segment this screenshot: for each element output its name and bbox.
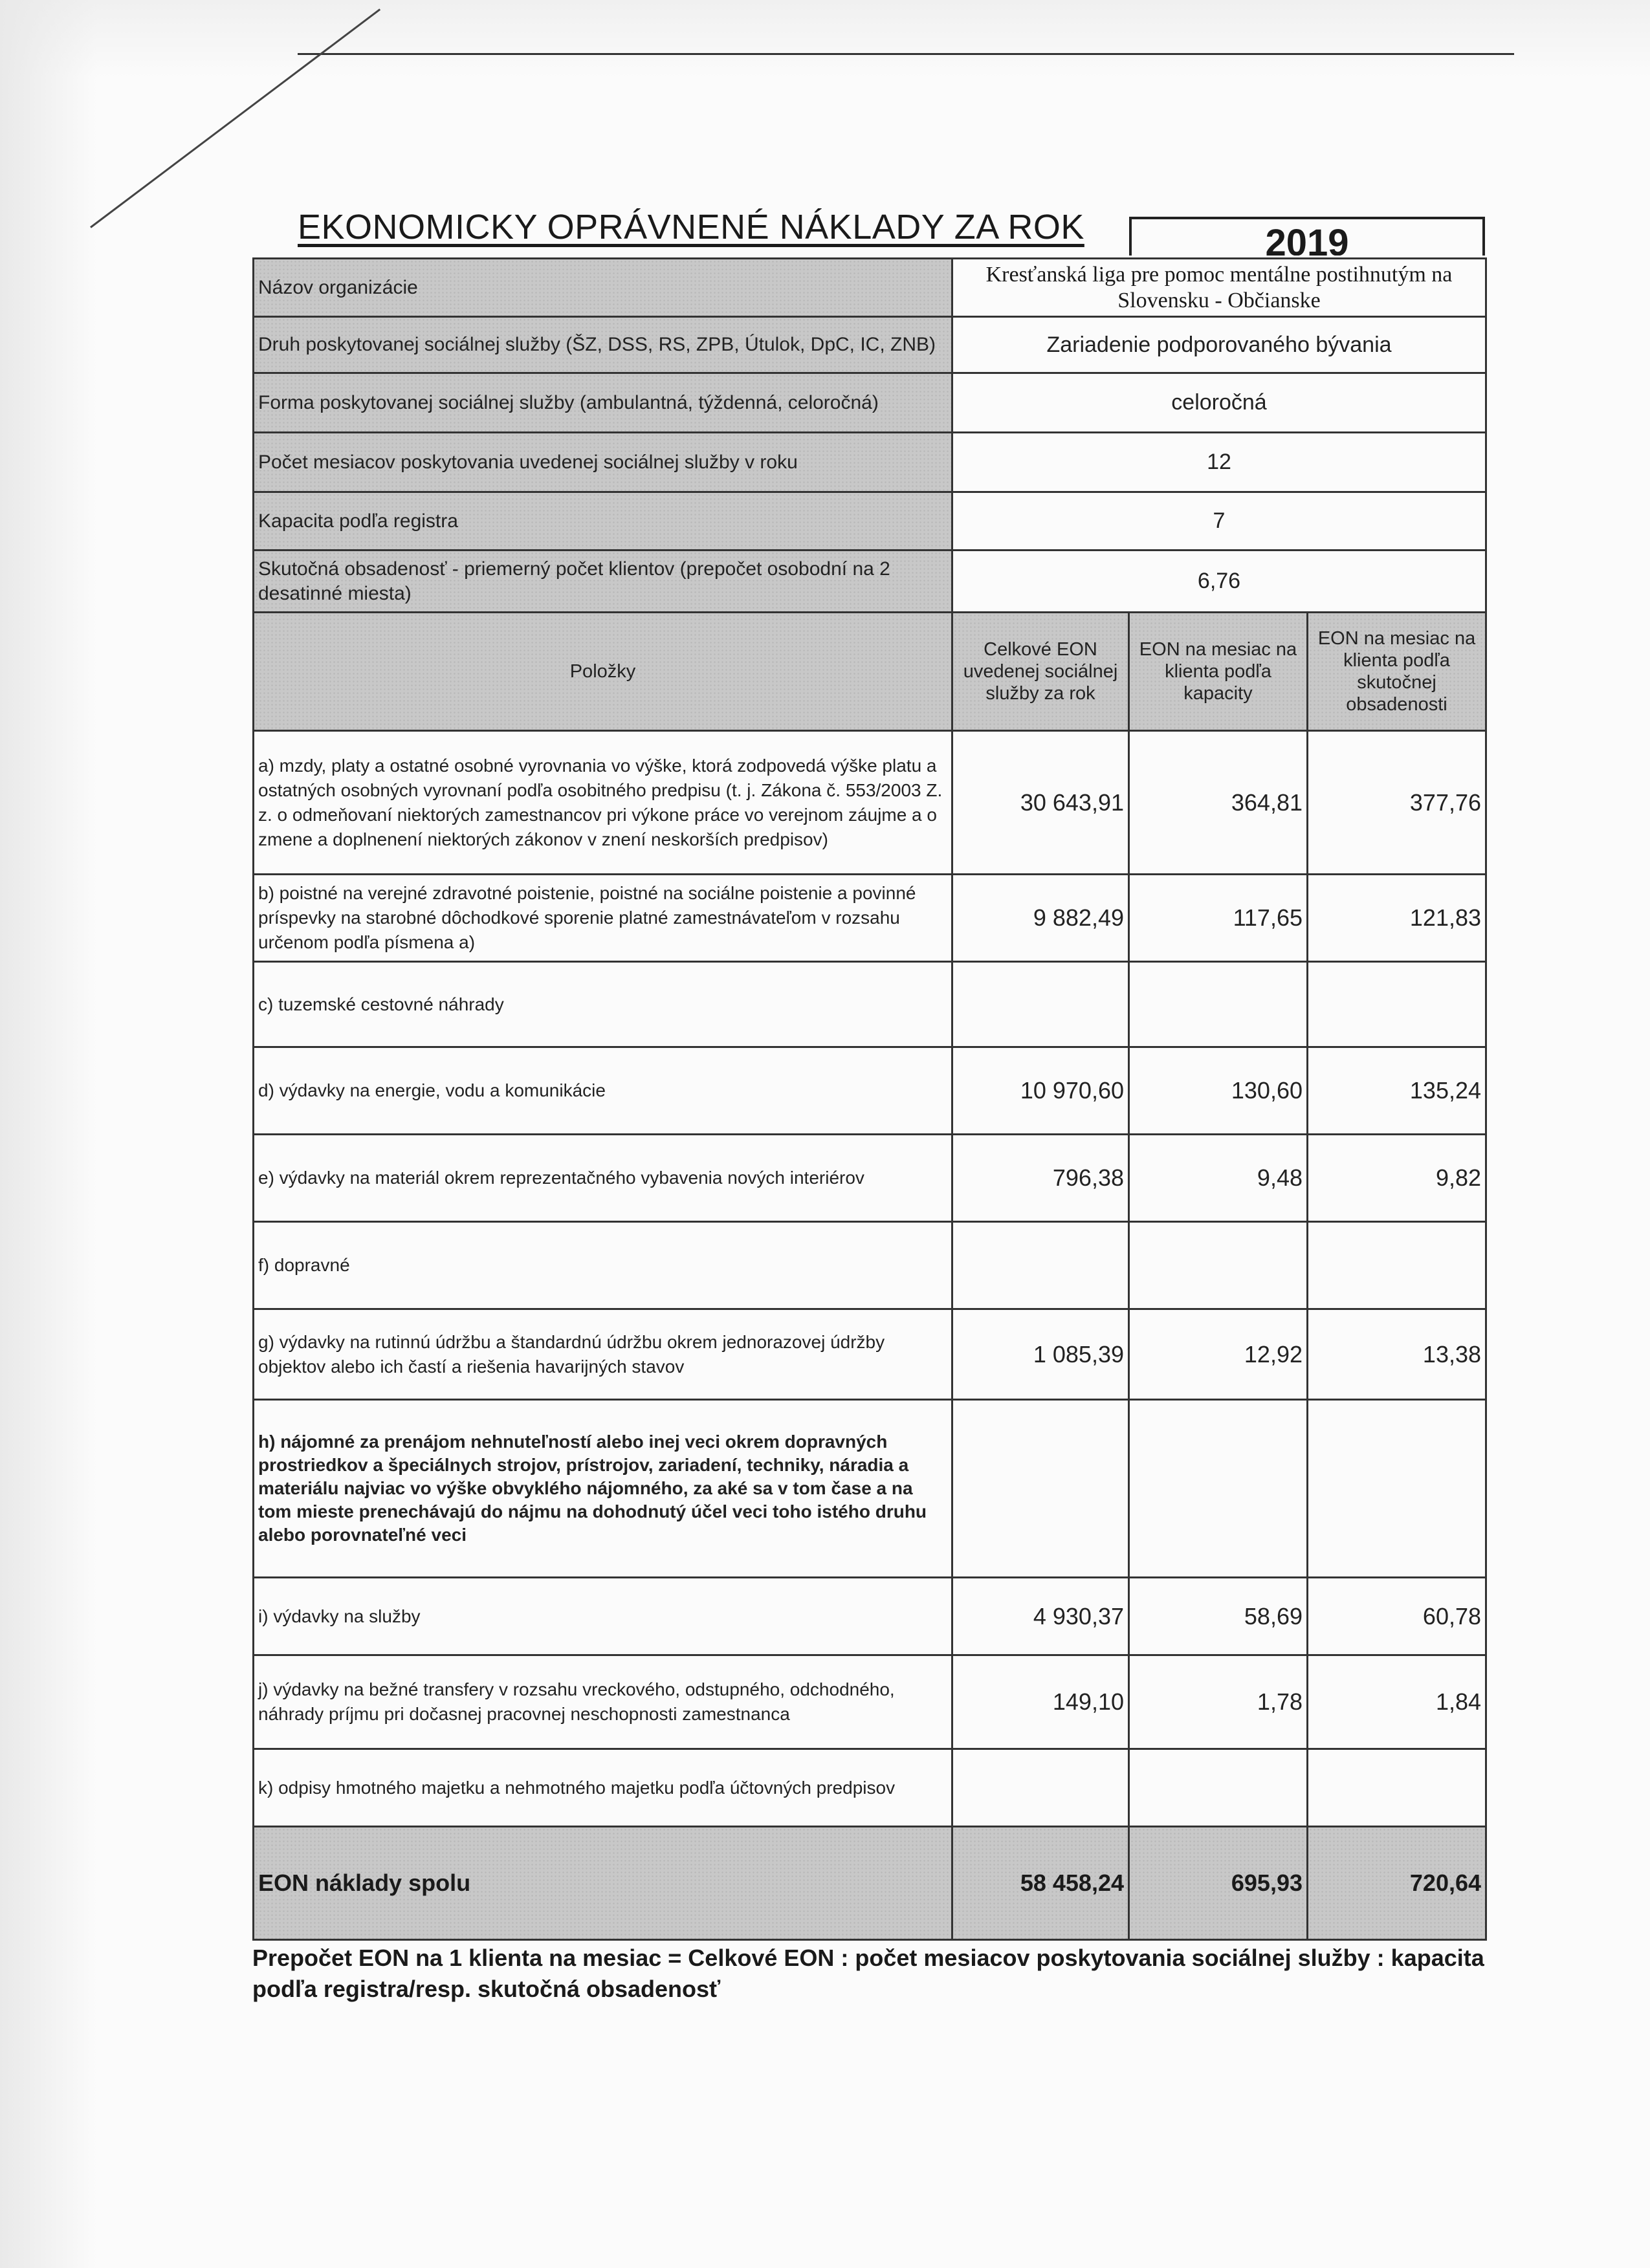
table-row: [254, 1135, 1486, 1222]
item-text: i) výdavky na služby: [254, 1578, 952, 1655]
scan-shadow-top: [0, 0, 1650, 78]
header-label: Počet mesiacov poskytovania uvedenej sociálnej služby v roku: [254, 433, 952, 492]
item-total: 30 643,91: [952, 731, 1129, 875]
table-row: [254, 1047, 1486, 1135]
item-per-occupancy: 377,76: [1308, 731, 1486, 875]
grand-total: 58 458,24: [952, 1827, 1129, 1940]
header-row-capacity: [254, 492, 1486, 551]
header-label: Skutočná obsadenosť - priemerný počet klientov (prepočet osobodní na 2 desatinné miesta): [254, 551, 952, 613]
year-value: 2019: [1129, 217, 1485, 256]
header-row-service-form: [254, 373, 1486, 433]
column-header-total: Celkové EON uvedenej sociálnej služby za rok: [952, 613, 1129, 731]
item-per-occupancy: [1308, 1400, 1486, 1578]
item-per-capacity: 9,48: [1129, 1135, 1308, 1222]
capacity-value: 7: [952, 492, 1486, 551]
item-total: 10 970,60: [952, 1047, 1129, 1135]
cost-table: [252, 257, 1487, 1941]
header-label: Forma poskytovanej sociálnej služby (ambulantná, týždenná, celoročná): [254, 373, 952, 433]
table-row: [254, 1655, 1486, 1749]
item-text: e) výdavky na materiál okrem reprezentačného vybavenia nových interiérov: [254, 1135, 952, 1222]
item-text: f) dopravné: [254, 1222, 952, 1309]
item-text: j) výdavky na bežné transfery v rozsahu vreckového, odstupného, odchodného, náhrady príjmu pri dočasnej pracovnej neschopnosti zamestnanca: [254, 1655, 952, 1749]
header-label: Druh poskytovanej sociálnej služby (ŠZ, DSS, RS, ZPB, Útulok, DpC, IC, ZNB): [254, 317, 952, 373]
column-header-per-capacity: EON na mesiac na klienta podľa kapacity: [1129, 613, 1308, 731]
item-per-capacity: 364,81: [1129, 731, 1308, 875]
item-per-occupancy: [1308, 1749, 1486, 1827]
scan-shadow-left: [0, 0, 97, 2268]
item-per-occupancy: 60,78: [1308, 1578, 1486, 1655]
service-form-value: celoročná: [952, 373, 1486, 433]
item-per-capacity: 1,78: [1129, 1655, 1308, 1749]
footnote: Prepočet EON na 1 klienta na mesiac = Celkové EON : počet mesiacov poskytovania sociálnej služby : kapacita podľa registra/resp. skutočná obsadenosť: [252, 1945, 1484, 2002]
table-row: [254, 962, 1486, 1047]
item-total: 149,10: [952, 1655, 1129, 1749]
column-header-items: Položky: [254, 613, 952, 731]
item-total: [952, 962, 1129, 1047]
item-per-capacity: [1129, 1222, 1308, 1309]
service-type-value: Zariadenie podporovaného bývania: [952, 317, 1486, 373]
occupancy-value: 6,76: [952, 551, 1486, 613]
item-per-capacity: 12,92: [1129, 1309, 1308, 1400]
item-text: a) mzdy, platy a ostatné osobné vyrovnania vo výške, ktorá zodpovedá výške platu a ostatných osobných vyrovnaní podľa osobitného predpisu (t. j. Zákona č. 553/2003 Z. z. o odmeňovaní niektorých zamestnancov pri výkone práce vo verejnom záujme a o zmene a doplnenení niektorých zákonov v znení neskorších predpisov): [254, 731, 952, 875]
scan-edge-line-top: [298, 53, 1514, 55]
item-per-capacity: 117,65: [1129, 875, 1308, 962]
item-text: b) poistné na verejné zdravotné poistenie, poistné na sociálne poistenie a povinné príspevky na starobné dôchodkové sporenie platné zamestnávateľom v rozsahu určenom podľa písmena a): [254, 875, 952, 962]
table-row: [254, 1400, 1486, 1578]
item-per-occupancy: 121,83: [1308, 875, 1486, 962]
item-text: c) tuzemské cestovné náhrady: [254, 962, 952, 1047]
item-per-capacity: 130,60: [1129, 1047, 1308, 1135]
table-row: [254, 731, 1486, 875]
months-value: 12: [952, 433, 1486, 492]
header-row-months: [254, 433, 1486, 492]
document-title: EKONOMICKY OPRÁVNENÉ NÁKLADY ZA ROK: [298, 208, 1084, 246]
item-total: 1 085,39: [952, 1309, 1129, 1400]
item-per-occupancy: 13,38: [1308, 1309, 1486, 1400]
item-per-capacity: [1129, 1400, 1308, 1578]
item-text: h) nájomné za prenájom nehnuteľností alebo inej veci okrem dopravných prostriedkov a špeciálnych strojov, prístrojov, zariadení, techniky, náradia a materiálu najviac vo výške obvyklého nájomného, za aké sa v tom čase a na tom mieste prenechávajú do nájmu na dohodnutý účel veci toho istého druhu alebo porovnateľné veci: [254, 1400, 952, 1578]
item-per-occupancy: 9,82: [1308, 1135, 1486, 1222]
header-row-organization: [254, 259, 1486, 317]
item-per-capacity: [1129, 962, 1308, 1047]
total-per-capacity: 695,93: [1129, 1827, 1308, 1940]
table-row: [254, 1578, 1486, 1655]
item-total: [952, 1749, 1129, 1827]
item-per-occupancy: 1,84: [1308, 1655, 1486, 1749]
item-per-occupancy: [1308, 962, 1486, 1047]
total-label: EON náklady spolu: [254, 1827, 952, 1940]
item-total: [952, 1222, 1129, 1309]
column-header-row: [254, 613, 1486, 731]
table-row: [254, 1222, 1486, 1309]
header-row-service-type: [254, 317, 1486, 373]
item-per-capacity: [1129, 1749, 1308, 1827]
item-total: 4 930,37: [952, 1578, 1129, 1655]
item-total: [952, 1400, 1129, 1578]
total-per-occupancy: 720,64: [1308, 1827, 1486, 1940]
item-per-capacity: 58,69: [1129, 1578, 1308, 1655]
item-total: 9 882,49: [952, 875, 1129, 962]
header-label: Názov organizácie: [254, 259, 952, 317]
item-total: 796,38: [952, 1135, 1129, 1222]
item-per-occupancy: [1308, 1222, 1486, 1309]
total-row: [254, 1827, 1486, 1940]
item-per-occupancy: 135,24: [1308, 1047, 1486, 1135]
item-text: g) výdavky na rutinnú údržbu a štandardnú údržbu okrem jednorazovej údržby objektov alebo ich častí a riešenia havarijných stavov: [254, 1309, 952, 1400]
column-header-per-occupancy: EON na mesiac na klienta podľa skutočnej obsadenosti: [1308, 613, 1486, 731]
item-text: d) výdavky na energie, vodu a komunikácie: [254, 1047, 952, 1135]
table-row: [254, 1749, 1486, 1827]
table-row: [254, 875, 1486, 962]
organization-name: Kresťanská liga pre pomoc mentálne postihnutým na Slovensku - Občianske: [952, 259, 1486, 317]
item-text: k) odpisy hmotného majetku a nehmotného majetku podľa účtovných predpisov: [254, 1749, 952, 1827]
header-row-occupancy: [254, 551, 1486, 613]
table-row: [254, 1309, 1486, 1400]
header-label: Kapacita podľa registra: [254, 492, 952, 551]
